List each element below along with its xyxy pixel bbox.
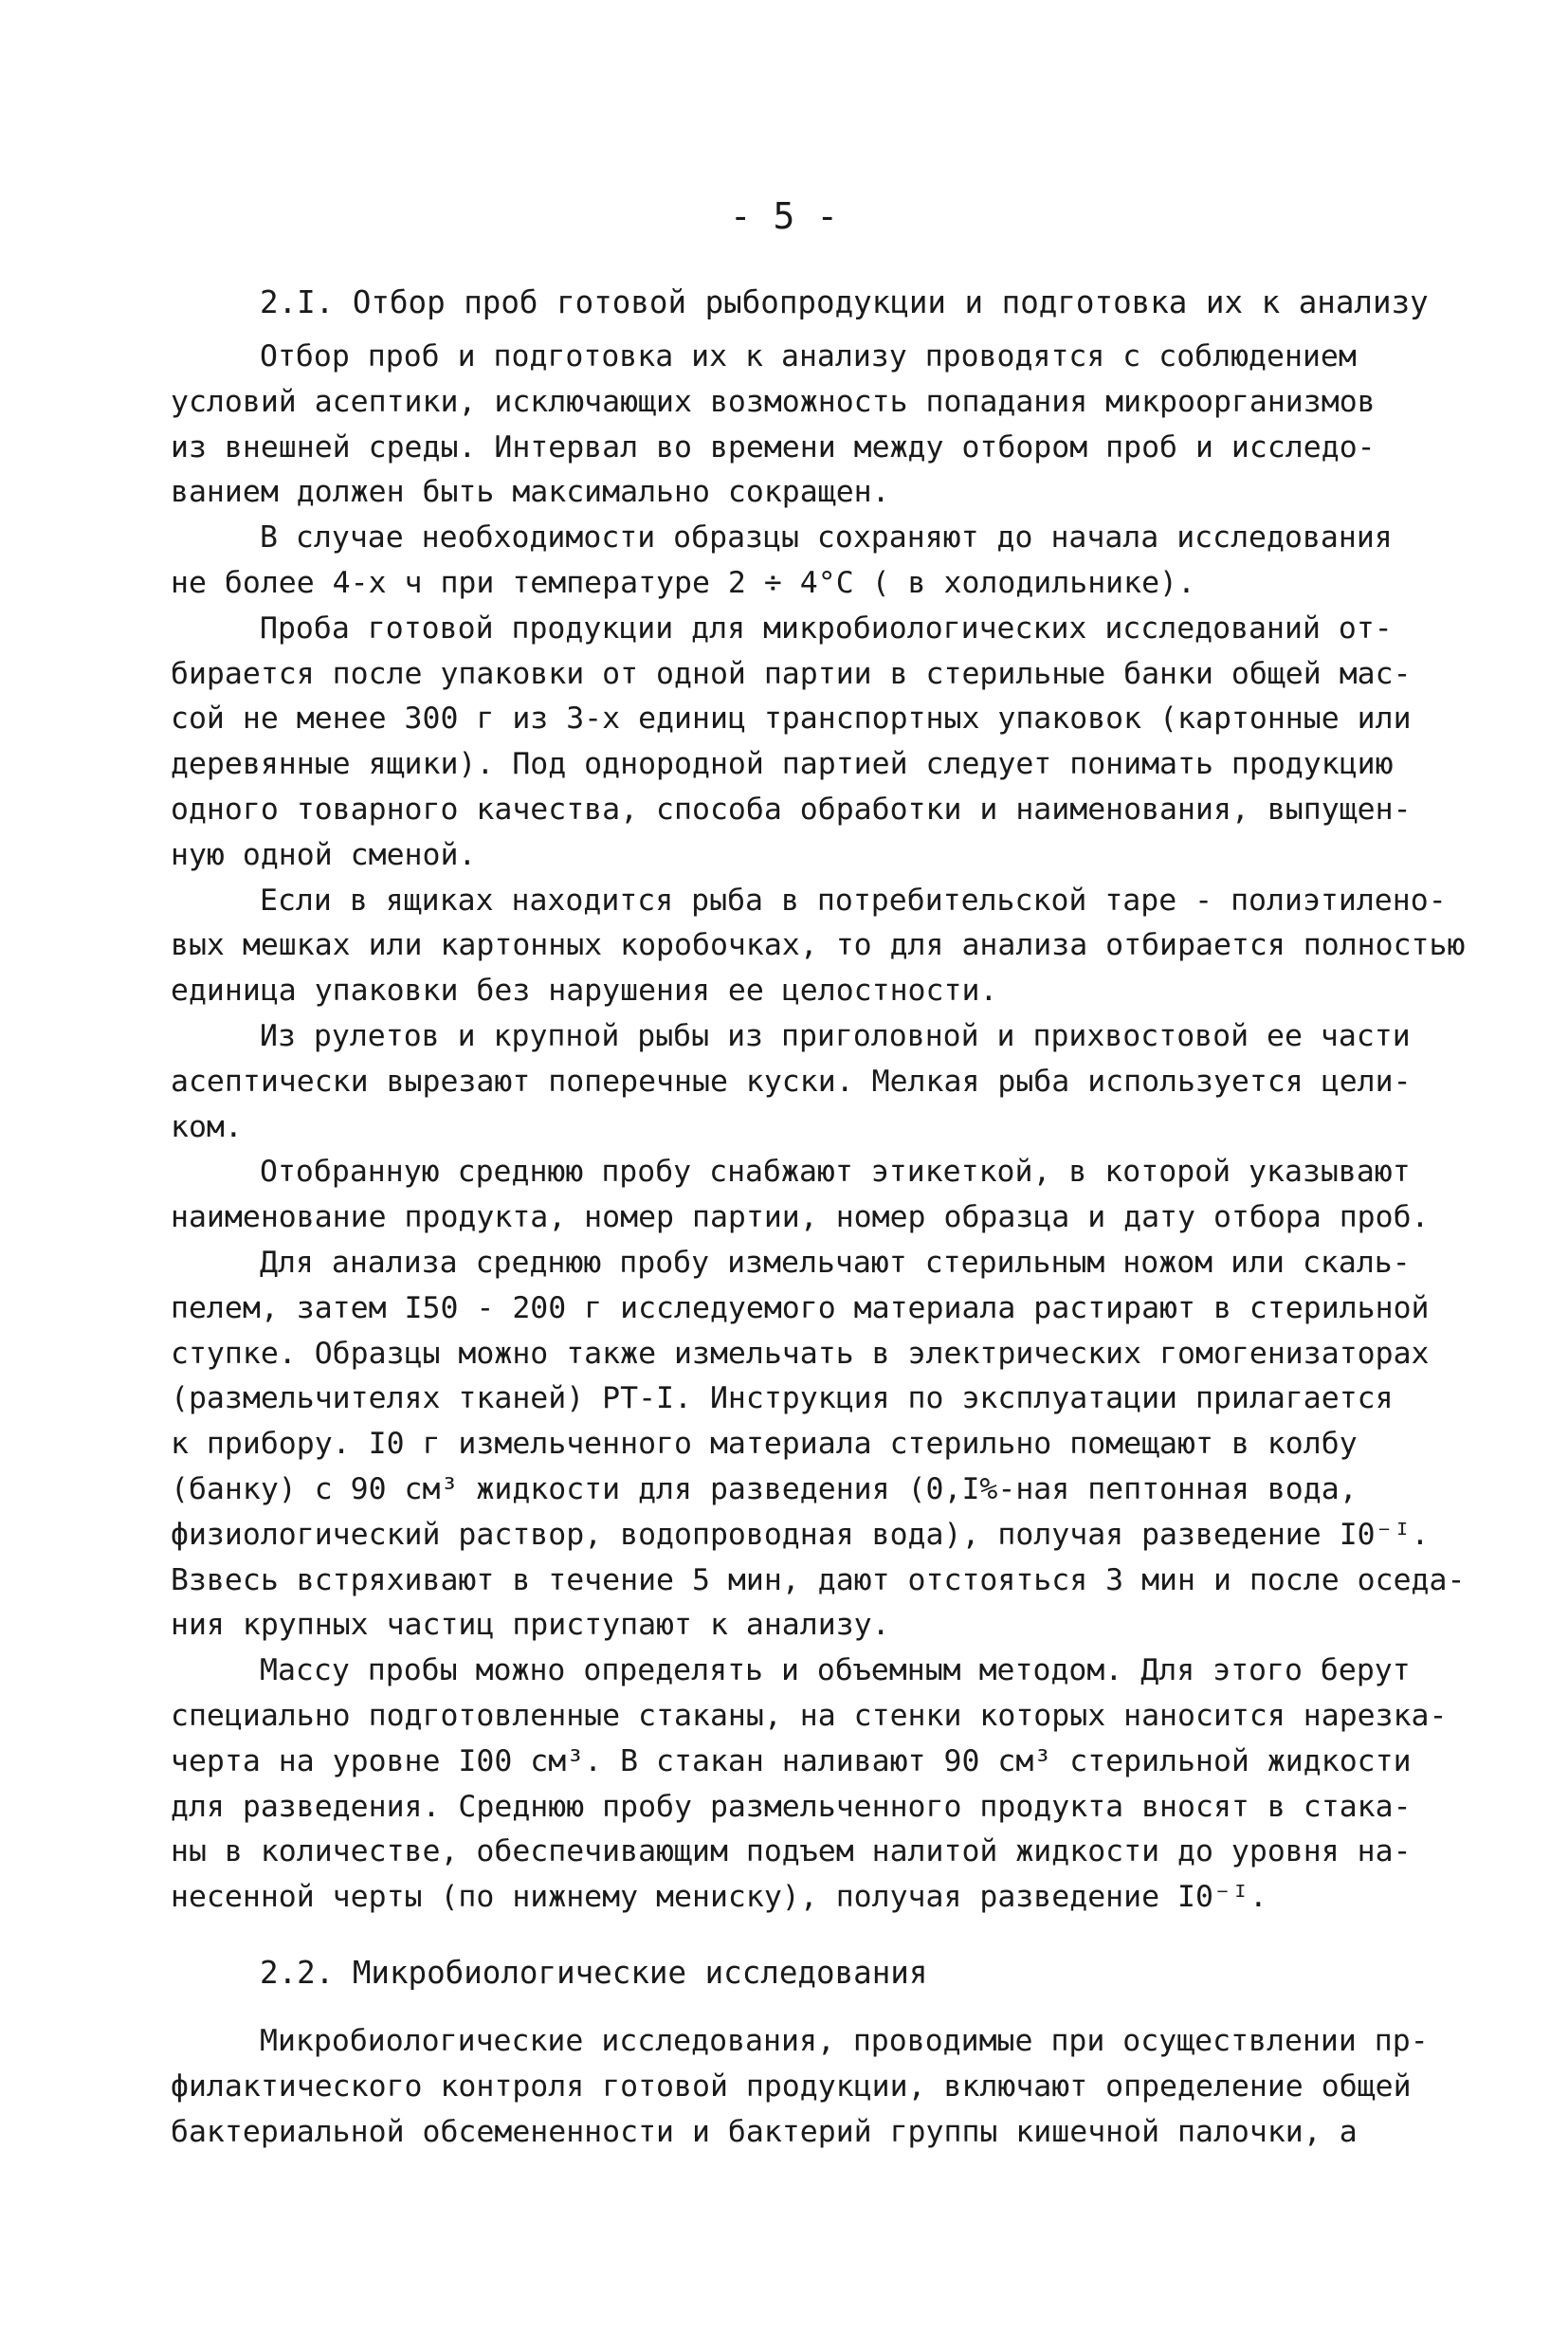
section-heading: 2.2. Микробиологические исследования: [260, 1955, 928, 1991]
text-line: не более 4-х ч при температуре 2 ÷ 4°С ( в холодильнике).: [171, 565, 1195, 600]
text-line: Взвесь встряхивают в течение 5 мин, дают отстояться 3 мин и после оседа-: [171, 1562, 1466, 1597]
text-line: ны в количестве, обеспечивающим подъем налитой жидкости до уровня на-: [171, 1834, 1412, 1869]
text-line: бактериальной обсемененности и бактерий группы кишечной палочки, а: [171, 2114, 1358, 2149]
text-line: (размельчителях тканей) РТ-I. Инструкция по эксплуатации прилагается: [171, 1381, 1394, 1416]
text-line: Отобранную среднюю пробу снабжают этикеткой, в которой указывают: [260, 1155, 1411, 1190]
text-line: вых мешках или картонных коробочках, то для анализа отбирается полностью: [171, 928, 1466, 963]
text-line: черта на уровне I00 см³. В стакан наливают 90 см³ стерильной жидкости: [171, 1743, 1412, 1778]
section-2-1: [171, 281, 1460, 326]
text-line: Отбор проб и подготовка их к анализу проводятся с соблюдением: [260, 339, 1357, 374]
text-line: деревянные ящики). Под однородной партией следует понимать продукцию: [171, 747, 1394, 782]
text-line: одного товарного качества, способа обработки и наименования, выпущен-: [171, 792, 1412, 827]
text-line: Для анализа среднюю пробу измельчают стерильным ножом или скаль-: [260, 1245, 1411, 1280]
text-line: ванием должен быть максимально сокращен.: [171, 475, 890, 510]
section-2-2-body: [171, 2019, 1460, 2155]
text-line: Проба готовой продукции для микробиологических исследований от-: [260, 611, 1393, 646]
text-line: для разведения. Среднюю пробу размельченного продукта вносят в стака-: [171, 1789, 1412, 1824]
text-line: к прибору. I0 г измельченного материала стерильно помещают в колбу: [171, 1427, 1358, 1462]
text-line: филактического контроля готовой продукции, включают определение общей: [171, 2069, 1412, 2104]
section-2-1-body: [171, 335, 1466, 1921]
section-heading: 2.I. Отбор проб готовой рыбопродукции и подготовка их к анализу: [260, 284, 1429, 320]
text-line: ния крупных частиц приступают к анализу.: [171, 1608, 890, 1643]
text-line: бирается после упаковки от одной партии в стерильные банки общей мас-: [171, 656, 1412, 691]
text-line: несенной черты (по нижнему мениску), получая разведение I0⁻ᴵ.: [171, 1880, 1267, 1915]
text-line: Микробиологические исследования, проводимые при осуществлении пр-: [260, 2024, 1429, 2058]
text-line: Массу пробы можно определять и объемным методом. Для этого берут: [260, 1653, 1411, 1688]
text-line: ком.: [171, 1109, 243, 1144]
text-line: ную одной сменой.: [171, 837, 477, 872]
text-line: асептически вырезают поперечные куски. Мелкая рыба используется цели-: [171, 1064, 1412, 1099]
text-line: ступке. Образцы можно также измельчать в электрических гомогенизаторах: [171, 1336, 1430, 1371]
text-line: единица упаковки без нарушения ее целостности.: [171, 974, 998, 1009]
text-line: специально подготовленные стаканы, на стенки которых наносится нарезка-: [171, 1698, 1448, 1733]
section-2-2: [171, 1951, 1460, 1996]
text-line: пелем, затем I50 - 200 г исследуемого материала растирают в стерильной: [171, 1290, 1430, 1325]
text-line: В случае необходимости образцы сохраняют до начала исследования: [260, 520, 1393, 556]
text-line: сой не менее 300 г из 3-х единиц транспортных упаковок (картонные или: [171, 702, 1412, 737]
text-line: условий асептики, исключающих возможность попадания микроорганизмов: [171, 384, 1376, 419]
page-number: - 5 -: [729, 195, 839, 237]
text-line: физиологический раствор, водопроводная вода), получая разведение I0⁻ᴵ.: [171, 1517, 1430, 1552]
text-line: Из рулетов и крупной рыбы из приголовной и прихвостовой ее части: [260, 1018, 1411, 1053]
text-line: из внешней среды. Интервал во времени между отбором проб и исследо-: [171, 429, 1376, 465]
text-line: наименование продукта, номер партии, номер образца и дату отбора проб.: [171, 1200, 1430, 1235]
text-line: (банку) с 90 см³ жидкости для разведения (0,I%-ная пептонная вода,: [171, 1471, 1358, 1506]
text-line: Если в ящиках находится рыба в потребительской таре - полиэтилено-: [260, 883, 1447, 918]
